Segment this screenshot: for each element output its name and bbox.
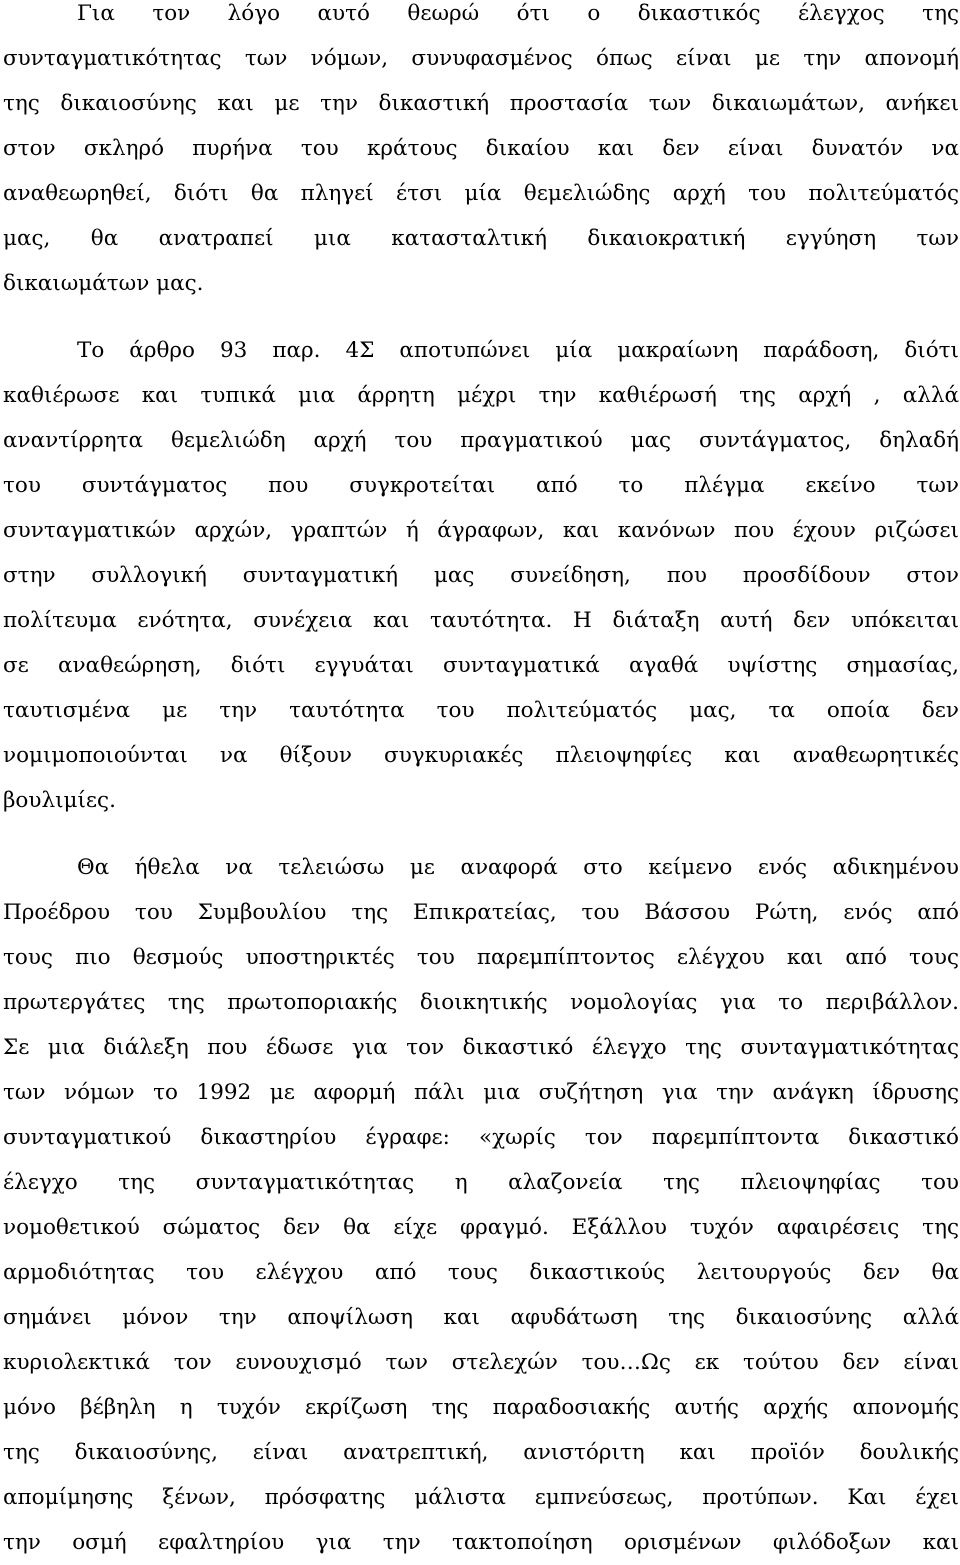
text-line: συνταγματικότητας των νόμων, συνυφασμένος όπως είναι με την απονομή (3, 46, 959, 71)
text-line: αναντίρρητα θεμελιώδη αρχή του πραγματικού μας συντάγματος, δηλαδή (3, 428, 959, 453)
paragraph-spacer (0, 823, 960, 845)
text-line: αναθεωρηθεί, διότι θα πληγεί έτσι μία θεμελιώδης αρχή του πολιτεύματός (3, 181, 959, 206)
text-line: Σε μια διάλεξη που έδωσε για τον δικαστικό έλεγχο της συνταγματικότητας (3, 1035, 959, 1060)
text-line: συνταγματικών αρχών, γραπτών ή άγραφων, και κανόνων που έχουν ριζώσει (3, 518, 959, 543)
paragraph-article-93 (0, 328, 960, 823)
text-line: την οσμή εφαλτηρίου για την τακτοποίηση ορισμένων φιλόδοξων και (3, 1530, 959, 1555)
text-line: πολίτευμα ενότητα, συνέχεια και ταυτότητα. Η διάταξη αυτή δεν υπόκειται (3, 608, 959, 633)
text-line: απομίμησης ξένων, πρόσφατης μάλιστα εμπνεύσεως, προτύπων. Και έχει (3, 1485, 959, 1510)
text-line: συνταγματικού δικαστηρίου έγραφε: «χωρίς τον παρεμπίπτοντα δικαστικό (3, 1125, 959, 1150)
text-line: Θα ήθελα να τελειώσω με αναφορά στο κείμενο ενός αδικημένου (77, 855, 959, 880)
paragraph-vassos-rotis (0, 845, 960, 1565)
text-line: ταυτισμένα με την ταυτότητα του πολιτεύματός μας, τα οποία δεν (3, 698, 959, 723)
text-line: νομοθετικού σώματος δεν θα είχε φραγμό. Εξάλλου τυχόν αφαιρέσεις της (3, 1215, 959, 1240)
text-line: κυριολεκτικά τον ευνουχισμό των στελεχών του…Ως εκ τούτου δεν είναι (3, 1350, 959, 1375)
text-line: του συντάγματος που συγκροτείται από το πλέγμα εκείνο των (3, 473, 959, 498)
text-line: έλεγχο της συνταγματικότητας η αλαζονεία της πλειοψηφίας του (3, 1170, 959, 1195)
text-line: νομιμοποιούνται να θίξουν συγκυριακές πλειοψηφίες και αναθεωρητικές (3, 743, 959, 768)
text-line: Για τον λόγο αυτό θεωρώ ότι ο δικαστικός έλεγχος της (77, 1, 959, 26)
text-line: Προέδρου του Συμβουλίου της Επικρατείας, του Βάσσου Ρώτη, ενός από (3, 900, 959, 925)
text-line: τους πιο θεσμούς υποστηρικτές του παρεμπίπτοντος ελέγχου και από τους (3, 945, 959, 970)
text-line: στον σκληρό πυρήνα του κράτους δικαίου και δεν είναι δυνατόν να (3, 136, 959, 161)
text-line: της δικαιοσύνης, είναι ανατρεπτική, ανιστόριτη και προϊόν δουλικής (3, 1440, 959, 1465)
text-line: αρμοδιότητας του ελέγχου από τους δικαστικούς λειτουργούς δεν θα (3, 1260, 959, 1285)
text-line: Το άρθρο 93 παρ. 4Σ αποτυπώνει μία μακραίωνη παράδοση, διότι (77, 338, 959, 363)
text-line: καθιέρωσε και τυπικά μια άρρητη μέχρι την καθιέρωσή της αρχή , αλλά (3, 383, 959, 408)
text-line: μόνο βέβηλη η τυχόν εκρίζωση της παραδοσιακής αυτής αρχής απονομής (3, 1395, 959, 1420)
text-line: πρωτεργάτες της πρωτοποριακής διοικητικής νομολογίας για το περιβάλλον. (3, 990, 959, 1015)
text-line: στην συλλογική συνταγματική μας συνείδηση, που προσδίδουν στον (3, 563, 959, 588)
text-line: βουλιμίες. (3, 788, 116, 813)
paragraph-judicial-review (0, 0, 960, 306)
text-line: σημάνει μόνον την αποψίλωση και αφυδάτωση της δικαιοσύνης αλλά (3, 1305, 959, 1330)
text-line: σε αναθεώρηση, διότι εγγυάται συνταγματικά αγαθά υψίστης σημασίας, (3, 653, 959, 678)
text-line: των νόμων το 1992 με αφορμή πάλι μια συζήτηση για την ανάγκη ίδρυσης (3, 1080, 959, 1105)
text-line: δικαιωμάτων μας. (3, 271, 204, 296)
text-line: της δικαιοσύνης και με την δικαστική προστασία των δικαιωμάτων, ανήκει (3, 91, 959, 116)
text-line: μας, θα ανατραπεί μια κατασταλτική δικαιοκρατική εγγύηση των (3, 226, 959, 251)
paragraph-spacer (0, 306, 960, 328)
